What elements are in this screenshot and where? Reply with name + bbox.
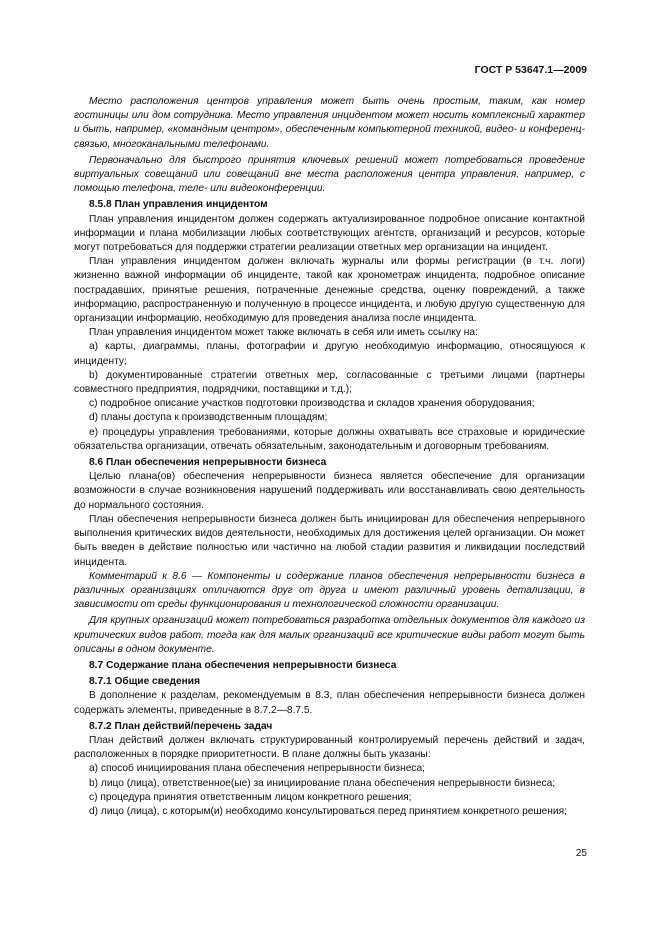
paragraph: d) планы доступа к производственным площадям; <box>89 412 328 424</box>
document-body <box>74 95 585 819</box>
section-heading: 8.7 Содержание плана обеспечения непрерывности бизнеса <box>89 659 397 671</box>
section-heading: 8.7.2 План действий/перечень задач <box>89 720 273 732</box>
page-number: 25 <box>575 848 587 859</box>
paragraph: Первоначально для быстрого принятия ключевых решений может потребоваться проведение виртуальных совещаний или совещаний вне места расположения центра управления, например, с помощью телефона, теле- или видеоконференции. <box>74 154 585 195</box>
paragraph: Место расположения центров управления может быть очень простым, таким, как номер гостиницы или дом сотрудника. Место управления инцидентом может носить комплексный характер и быть, например, «командным центром», обеспеченным компьютерной техникой, видео- и конференц-связью, многоканальными телефонами. <box>74 96 585 150</box>
paragraph: Целью плана(ов) обеспечения непрерывности бизнеса является обеспечение для организации возможности в случае возникновения нарушений поддерживать или восстанавливать свою деятельность до нормального состояния. <box>74 471 585 511</box>
paragraph: План действий должен включать структурированный контролируемый перечень действий и задач, расположенных в порядке приоритетности. В плане должны быть указаны: <box>74 734 585 761</box>
paragraph: b) документированные стратегии ответных мер, согласованные с третьими лицами (партнеры совместного предприятия, подрядчики, поставщики и т.д.); <box>74 369 585 396</box>
paragraph: b) лицо (лица), ответственное(ые) за инициирование плана обеспечения непрерывности бизнеса; <box>89 777 556 789</box>
paragraph: План управления инцидентом может также включать в себя или иметь ссылку на: <box>89 327 478 339</box>
paragraph: а) карты, диаграммы, планы, фотографии и другую необходимую информацию, относящуюся к инциденту; <box>74 341 585 367</box>
paragraph: d) лицо (лица), с которым(и) необходимо консультироваться перед принятием конкретного решения; <box>89 805 567 817</box>
paragraph: План обеспечения непрерывности бизнеса должен быть инициирован для обеспечения непрерывного выполнения критических видов деятельности, необходимых для достижения целей организации. Он может быть введен в действие полностью или частично на любой стадии развития и ликвидации последствий инцидента. <box>74 513 585 568</box>
paragraph: План управления инцидентом должен содержать актуализированное подробное описание контактной информации и плана мобилизации любых соответствующих агентств, организаций и ресурсов, которые могут потребоваться для поддержки стратегии реализации ответных мер организации на инцидент. <box>74 213 585 254</box>
paragraph: Для крупных организаций может потребоваться разработка отдельных документов для каждого из критических видов работ, тогда как для малых организаций все критические виды работ могут быть описаны в одном документе. <box>74 615 585 655</box>
paragraph: План управления инцидентом должен включать журналы или формы регистрации (в т.ч. логи) жизненно важной информации об инциденте, такой как хронометраж инцидента, подробное описание пострадавших, принятые решения, потраченные денежные средства, оценку повреждений, а также информацию, распространенную и полученную в процессе инцидента, и любую другую существенную для организации информацию, необходимую для проведения анализа после инцидента. <box>74 256 585 325</box>
paragraph: с) подробное описание участков подготовки производства и складов хранения оборудования; <box>89 398 535 410</box>
section-heading: 8.7.1 Общие сведения <box>89 676 201 688</box>
paragraph: е) процедуры управления требованиями, которые должны охватывать все страховые и юридические обязательства организации, отвечать обязательным, законодательным и договорным требованиям. <box>74 426 585 452</box>
paragraph: а) способ инициирования плана обеспечения непрерывности бизнеса; <box>89 763 425 775</box>
section-heading: 8.5.8 План управления инцидентом <box>89 199 268 211</box>
document-code: ГОСТ Р 53647.1—2009 <box>474 64 587 76</box>
section-heading: 8.6 План обеспечения непрерывности бизнеса <box>89 457 327 469</box>
paragraph: с) процедура принятия ответственным лицом конкретного решения; <box>89 791 412 803</box>
paragraph: Комментарий к 8.6 — Компоненты и содержание планов обеспечения непрерывности бизнеса в различных организациях отличаются друг от друга и имеют различный уровень детализации, в зависимости от среды функционирования и технологической сложности организации. <box>74 570 585 611</box>
paragraph: В дополнение к разделам, рекомендуемым в 8.3, план обеспечения непрерывности бизнеса должен содержать элементы, приведенные в 8.7.2—8.7.5. <box>74 690 585 716</box>
